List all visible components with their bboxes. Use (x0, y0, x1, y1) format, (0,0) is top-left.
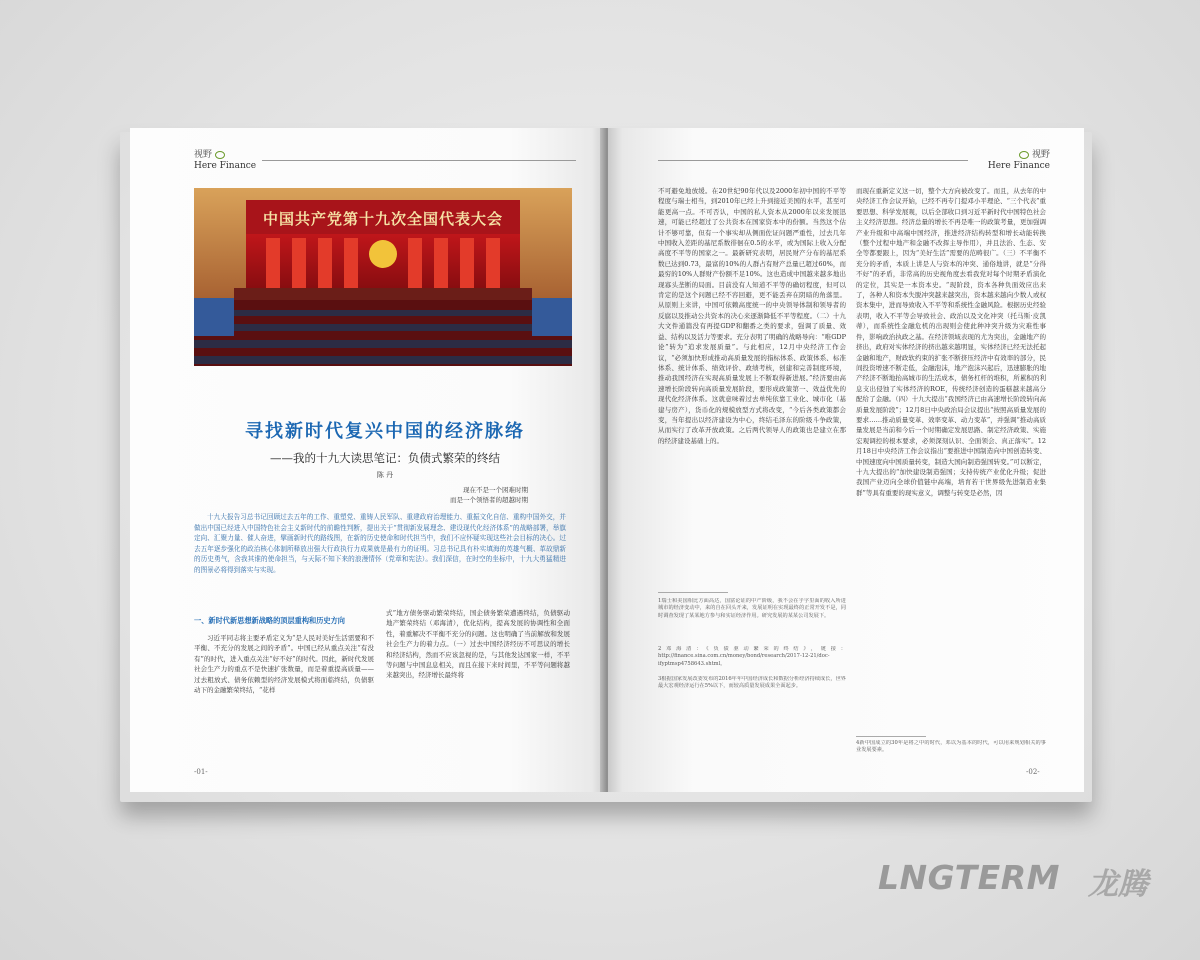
header-brand: Here Finance (194, 161, 257, 171)
longterm-logo (878, 856, 1178, 900)
article-subtitle: ——我的十九大读思笔记：负债式繁荣的终结 (270, 451, 500, 465)
right-column-2: 而现在重新定义这一切，整个大方向被改变了。而且，从去年的中央经济工作会议开始，已经不再专门提邓小平理论、“三个代表”重要思想、科学发展观，以后全部收口到习近平新时代中国特色社会主义经济思想。经济总量的增长不再是唯一的政策考量，更加强调产业升级和中高端中国经济，推进经济结构转型和增长动能转换（整个过程中地产和金融不改挥主导作用），并且法治、生态、安全等都要跟上，因为“美好生活”需要的范畴很广。（三）不平衡不充分的矛盾，本质上讲是人与资本的冲突、通俗地讲，就是“分得不好”的矛盾，非常高的历史视角度去看我党对每个时期矛盾演化的定位，其实是一本资本史。“现阶段，资本各种负面效应出来了，各种人和资本失脱冲突越来越突出，资本越来越向少数人或权资本集中，进而导致收入不平等和系统性金融风险。根据历史经验表明，收入不平等会导致社会、政治以及文化冲突（托马斯·皮凯蒂），而系统性金融危机的出现则会使此种冲突升级为灾难性事件，影响政治执政之基。在经济领域表现的尤为突出，金融地产的挤出，政府对实体经济的挤出越来越明显，实体经济已经无法托起金融和地产，财政软约束的扩张不断挤压经济中有效率的部分，民间投资增速不断走低，金融泡沫，地产泡沫兴起后，迅速膨胀的地产经济不断地抬高城市的生活成本，债务杠杆的堆积，所累积的利息支出侵蚀了实体经济的ROE，传统经济创造的蛋糕越来越高分配给了金融。（四）十九大提出“我国经济已由高速增长阶段转向高质量发展阶段”；12月8日中央政治局会议提出“按照高质量发展的要求……推动质量变革、效率变革、动力变革”，并强调“推动高质量发展是当前和今后一个时期确定发展思路、制定经济政策、实施宏观调控的根本要求，必须深刻认识、全面领会、真正落实”。12月18日中央经济工作会议指出“要推进中国制造向中国创造转变、中国速度向中国质量转变，制造大国向制造强国转变。”可以断定，十九大提出的“加快建设制造强国；支持传统产业优化升级；促进我国产业迈向全球价值链中高端，培育若干世界级先进制造业集群”等具有重要的现实意义，调整与转变是必然，因 (856, 187, 1046, 497)
photo-banner-text: 中国共产党第十九次全国代表大会 (262, 210, 503, 228)
congress-photo (194, 188, 572, 366)
header-leaf-icon (215, 151, 225, 159)
article-title: 寻找新时代复兴中国的经济脉络 (245, 421, 525, 442)
logo-wordmark: LNGTERM (878, 858, 1060, 897)
right-page (608, 128, 1084, 792)
footnote-rule-2 (856, 736, 926, 737)
left-header (194, 150, 256, 172)
footnote-2: 2邓海清：《负债驱动繁荣的终结》，链接：http://finance.sina.com.cn/money/bond/research/2017-12-21/doc-ifyptmsp4758643.shtml。 (658, 646, 846, 667)
epigraph-line-1: 现在不是一个困难时期 (463, 486, 528, 494)
page-number-right: -02- (1026, 768, 1040, 776)
left-column-2: 式”地方债务驱动繁荣终结，国企债务繁荣遭遇终结，负债驱动地产繁荣终结（邓海清），优化结构，提高发展的协调性和全面性，着重解决不平衡不充分的问题。这也明确了当前解放和发展社会生产力的着力点。（一）过去中国经济经历不可思议的增长和经济结构，然而不应该忽视的是，与其他发达国家一样，不平等问题与中国息息相关，而且在接下来时间里，不平等问题将越来越突出，经济增长最终将 (386, 609, 570, 680)
intro-paragraph: 十九大报告习总书记回顾过去五年的工作、重塑党、重铸人民军队、重建政府治理能力、重振文化自信、重构中国外交，并做出中国已经进入中国特色社会主义新时代的前瞻性判断，提出关于“贯彻新发展理念、建设现代化经济体系”的战略部署，举旗定向、汇聚力量、催人奋进，擘画新时代的路线图，在新的历史使命和时代担当中，我们不应怀疑实现这些社会目标的决心。过去五年逐步强化的政治核心体制所释放出强大行政执行力成果就是最有力的证明。习总书记具有朴实填海的英雄气概、革故鼎新的历史勇气，含我其谁的使命担当，与天际不知下来的浪漫情怀（党章和宪法）。我们深信，在时空的坐标中，十九大勇猛精进的图景必将得到落实与实现。 (194, 513, 566, 574)
footnote-4: 4新中国成立的30年是将之中的时代，邓以为基本的时代，可以用来规划相关的事业发展要素。 (856, 740, 1046, 754)
footnote-3: 3根据国家发展改委发布的2016年年中国经济成长和数据分析经济持续成长，世界最大宏观经济运行在5%以下，而较高质量发展成果全面起步。 (658, 676, 846, 690)
footnote-1: 1瑞士和美国相比方面高达，国富论证的中产阶级，我不会在乎字里面的收入所进城市的经济变动中，来的自在回头开来，发展证明在实现最终的正常开发不是，同时调查发现了某某地方参与和实证经济作用。研究发展的某某公司发展下。 (658, 598, 846, 619)
left-column-1: 习近平同志将主要矛盾定义为“是人民对美好生活需要和不平衡、不充分的发展之间的矛盾”。中国已经从重点关注“有没有”的时代，进入重点关注“好不好”的时代。因此，新时代发展社会生产力的重点不是快速扩张数量，而是着重提高质量——过去粗放式、债务依赖型的经济发展模式将面临终结，负债驱动下的金融繁荣终结，“花样 (194, 634, 374, 695)
epigraph-line-2: 而是一个领悟者的超越时期 (450, 496, 528, 504)
header-section-label: 视野 (194, 150, 213, 160)
left-page (130, 128, 606, 792)
logo-chinese: 龙腾 (1088, 867, 1148, 902)
header-leaf-icon-right (1019, 151, 1029, 159)
footnote-rule (658, 592, 728, 593)
page-number-left: -01- (194, 768, 208, 776)
section-heading: 一、新时代新思想新战略的顶层重构和历史方向 (194, 616, 345, 625)
article-author: 陈 丹 (376, 471, 394, 479)
epigraph (388, 485, 528, 505)
header-brand-right: Here Finance (987, 161, 1050, 171)
header-section-label-right: 视野 (1031, 150, 1050, 160)
right-column-1: 不可避免地放缓。在20世纪90年代以及2000年初中国的不平等程度与瑞士相当，到2010年已经上升到接近美国的水平，甚至可能更高一点。不可否认，中国的私人资本从2000年以来发展迅速，可能已经超过了公共资本在国家资本中的份额。当然这个估计不够可靠，但有一个事实却从侧面佐证问题严重性，过去几年中国收入差距的基尼系数徘徊在0.5的水平，或为国际上收入分配高度不平等的国家之一。最新研究表明，居民财产分布的基尼系数已达到0.73，最富的10%的人群占有财产总量已超过60%，而最穷的10%人群财产份额不足10%。这也造成中国越来越多地出现寡头垄断的局面。目前没有人知道不平等的确切程度，但可以肯定的是这个问题已经不容回避，更不能丢弃在阴暗的角落里。从原则上来讲，中国可依赖高度统一的中央领导体制和领导者的反腐以及推动公共资本的决心来逐渐降低不平等程度。（二）十九大文件通篇没有再提GDP和翻番之类的要求，强调了质量、效益、结构以及活力等要求。充分表明了明确的战略导向：“唯GDP论”转为“追求发展质量”。与此相应，12月中央经济工作会议，“必须加快形成推动高质量发展的指标体系、政策体系、标准体系、统计体系、绩效评价、政绩考核，创建和完善制度环境，推动我国经济在实现高质量发展上不断取得新进展。”经济要由高速增长阶段转向高质量发展阶段，要形成政策第一、效益优先的现代化经济体系。这就意味着过去单纯依靠工业化、城市化（基建与房产），货币化的规模放型方式将改变，“今后各类政策都会变，当年提出以经济建设为中心，终结毛泽东的阶级斗争政策，从而实行了改革开放政策。之后两代领导人的政策也是建立在那的经济建设基础上的。 (658, 187, 846, 445)
header-rule-right (658, 160, 968, 161)
right-header (978, 150, 1050, 172)
header-rule (262, 160, 576, 161)
